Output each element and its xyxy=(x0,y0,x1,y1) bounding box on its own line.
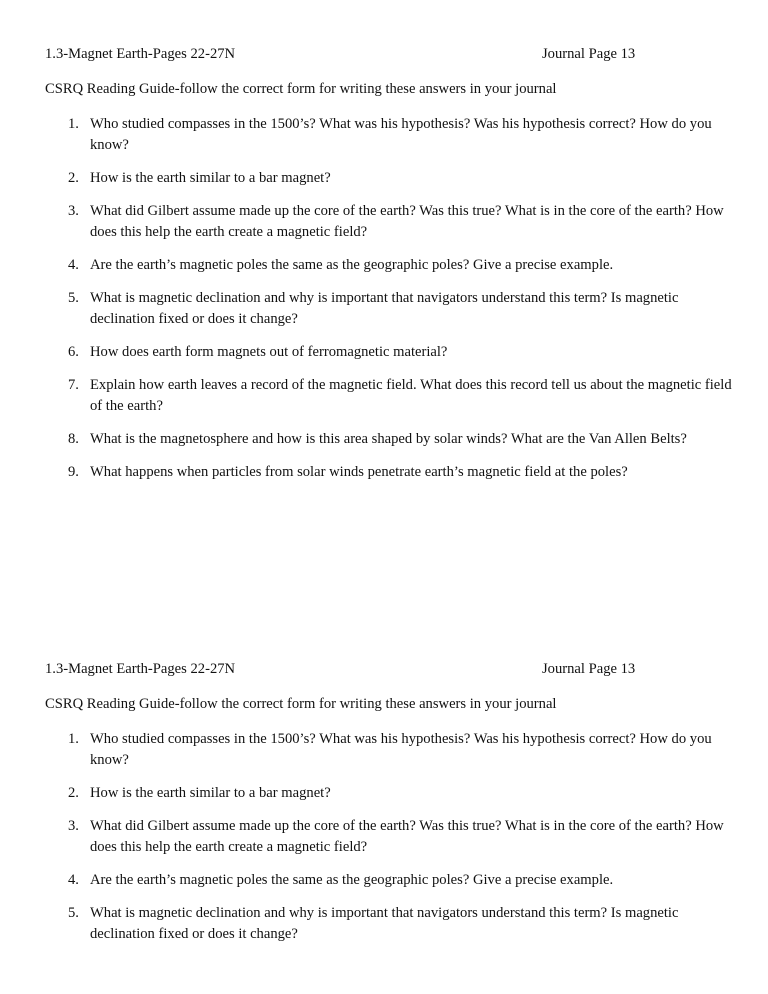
question-list xyxy=(45,114,735,483)
header-line xyxy=(45,659,735,680)
question-number: 2. xyxy=(68,170,79,186)
question-number: 4. xyxy=(68,872,79,888)
question-number: 4. xyxy=(68,257,79,273)
question-text: Who studied compasses in the 1500’s? What was his hypothesis? Was his hypothesis correct? How do you know? xyxy=(90,116,712,153)
question-item xyxy=(45,870,735,891)
question-item xyxy=(45,816,735,858)
unit-title: 1.3-Magnet Earth-Pages 22-27N xyxy=(45,46,236,62)
question-text: Explain how earth leaves a record of the magnetic field. What does this record tell us about the magnetic field of the earth? xyxy=(90,377,732,414)
question-item xyxy=(45,168,735,189)
question-item xyxy=(45,729,735,771)
question-list xyxy=(45,729,735,945)
journal-page: Journal Page 13 xyxy=(542,46,636,62)
question-text: How does earth form magnets out of ferromagnetic material? xyxy=(90,344,448,360)
question-item xyxy=(45,114,735,156)
question-item xyxy=(45,342,735,363)
question-item xyxy=(45,201,735,243)
question-text: How is the earth similar to a bar magnet? xyxy=(90,785,331,801)
reading-guide-section-1 xyxy=(45,44,735,495)
question-item xyxy=(45,903,735,945)
question-number: 6. xyxy=(68,344,79,360)
question-number: 8. xyxy=(68,431,79,447)
question-text: Who studied compasses in the 1500’s? What was his hypothesis? Was his hypothesis correct? How do you know? xyxy=(90,731,712,768)
question-text: What did Gilbert assume made up the core of the earth? Was this true? What is in the core of the earth? How does this help the earth create a magnetic field? xyxy=(90,203,724,240)
question-number: 2. xyxy=(68,785,79,801)
question-number: 5. xyxy=(68,905,79,921)
question-text: What is magnetic declination and why is important that navigators understand this term? Is magnetic declination fixed or does it change? xyxy=(90,290,679,327)
question-item xyxy=(45,255,735,276)
question-item xyxy=(45,783,735,804)
question-item xyxy=(45,288,735,330)
question-text: Are the earth’s magnetic poles the same as the geographic poles? Give a precise example. xyxy=(90,872,614,888)
question-number: 1. xyxy=(68,116,79,132)
unit-title: 1.3-Magnet Earth-Pages 22-27N xyxy=(45,661,236,677)
question-item xyxy=(45,429,735,450)
question-number: 3. xyxy=(68,203,79,219)
reading-guide-section-2 xyxy=(45,659,735,957)
question-item xyxy=(45,462,735,483)
question-text: What is magnetic declination and why is important that navigators understand this term? Is magnetic declination fixed or does it change? xyxy=(90,905,679,942)
reading-guide-instructions: CSRQ Reading Guide-follow the correct form for writing these answers in your journal xyxy=(45,81,557,97)
question-number: 3. xyxy=(68,818,79,834)
question-item xyxy=(45,375,735,417)
question-number: 7. xyxy=(68,377,79,393)
question-text: What did Gilbert assume made up the core of the earth? Was this true? What is in the core of the earth? How does this help the earth create a magnetic field? xyxy=(90,818,724,855)
question-text: What is the magnetosphere and how is this area shaped by solar winds? What are the Van Allen Belts? xyxy=(90,431,687,447)
question-number: 9. xyxy=(68,464,79,480)
question-number: 5. xyxy=(68,290,79,306)
question-number: 1. xyxy=(68,731,79,747)
reading-guide-instructions: CSRQ Reading Guide-follow the correct form for writing these answers in your journal xyxy=(45,696,557,712)
header-line xyxy=(45,44,735,65)
journal-page: Journal Page 13 xyxy=(542,661,636,677)
question-text: How is the earth similar to a bar magnet? xyxy=(90,170,331,186)
question-text: What happens when particles from solar winds penetrate earth’s magnetic field at the poles? xyxy=(90,464,628,480)
question-text: Are the earth’s magnetic poles the same as the geographic poles? Give a precise example. xyxy=(90,257,614,273)
